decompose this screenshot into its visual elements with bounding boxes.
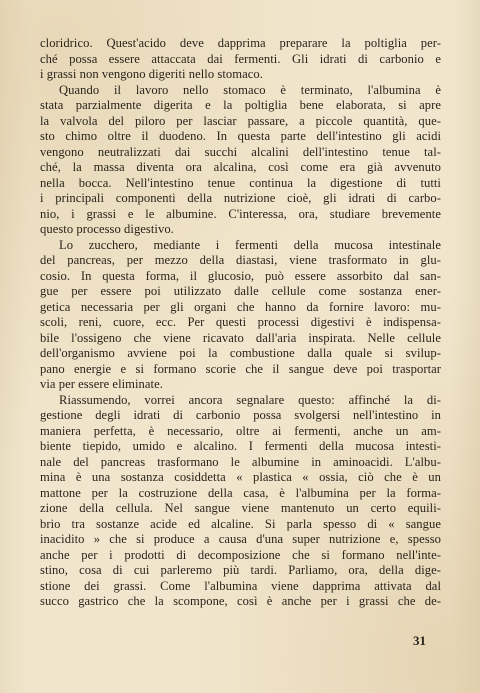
- text-line: inacidito » che si produce a causa d'una super nutrizione e, spesso: [40, 532, 441, 546]
- text-line: scoli, reni, cuore, ecc. Per questi processi digestivi è indispensa-: [40, 315, 441, 329]
- text-line: via per essere eliminate.: [40, 377, 163, 391]
- text-line: nella bocca. Nell'intestino tenue continua la digestione di tutti: [40, 175, 441, 190]
- page-number: 31: [413, 633, 426, 648]
- text-line: anche per i prodotti di decomposizione che si formano nell'inte-: [40, 547, 441, 562]
- text-line: getica necessaria per gli organi che hanno da fornire lavoro: mu-: [40, 299, 441, 314]
- text-line: ché, la massa diventa ora alcalina, così come era già avvenuto: [40, 160, 441, 174]
- text-line: sto chimo oltre il duodeno. In questa parte dell'intestino gli acidi: [40, 129, 441, 143]
- text-line: i principali componenti della nutrizione cioè, gli idrati di carbo-: [40, 191, 441, 205]
- text-line: mina è una sostanza cosiddetta « plastica « ossia, ciò che è un: [40, 470, 441, 484]
- text-line: Riassumendo, vorrei ancora segnalare questo: affinché la di-: [59, 392, 441, 407]
- text-line: vengono neutralizzati dai succhi alcalini dell'intestino tenue tal-: [40, 144, 441, 159]
- text-line: mattone per la costruzione della casa, è l'albumina per la forma-: [40, 485, 441, 500]
- text-line: gestione degli idrati di carbonio possa svolgersi nell'intestino in: [40, 408, 441, 422]
- body-text: [40, 36, 441, 610]
- text-line: stata parzialmente digerita e la poltiglia bene elaborata, si apre: [40, 98, 441, 112]
- text-line: Lo zucchero, mediante i fermenti della mucosa intestinale: [59, 237, 441, 252]
- text-line: nio, i grassi e le albumine. C'interessa, ora, studiare brevemente: [40, 206, 441, 221]
- text-line: la valvola del piloro per lasciar passare, a piccole quantità, que-: [40, 113, 441, 128]
- text-line: ché possa essere attaccata dai fermenti. Gli idrati di carbonio e: [40, 51, 441, 66]
- text-line: stione dei grassi. Come l'albumina viene dapprima attivata dal: [40, 578, 441, 593]
- text-line: nale del pancreas trasformano le albumine in aminoacidi. L'albu-: [40, 454, 441, 469]
- text-line: Quando il lavoro nello stomaco è terminato, l'albumina è: [59, 82, 441, 97]
- text-line: i grassi non vengono digeriti nello stomaco.: [40, 67, 263, 81]
- text-line: cosio. In questa forma, il glucosio, può essere assorbito dal san-: [40, 268, 441, 283]
- text-line: stino, cosa di cui parleremo più tardi. Parliamo, ora, della dige-: [40, 563, 441, 577]
- text-line: gue per essere poi utilizzato dalle cellule come sostanza ener-: [40, 284, 441, 298]
- text-line: brio tra sostanze acide ed alcaline. Si parla spesso di « sangue: [40, 516, 441, 531]
- text-line: del pancreas, per mezzo della diastasi, viene trasformato in glu-: [40, 253, 441, 267]
- text-line: maniera perfetta, è necessario, oltre ai fermenti, anche un am-: [40, 423, 441, 438]
- text-line: cloridrico. Quest'acido deve dapprima preparare la poltiglia per-: [40, 36, 441, 50]
- text-line: zione della cellula. Nel sangue viene mantenuto un certo equili-: [40, 501, 441, 515]
- text-line: bile l'ossigeno che viene ricavato dall'aria inspirata. Nelle cellule: [40, 330, 441, 345]
- text-line: dell'organismo avviene poi la combustione dalla quale si svilup-: [40, 346, 441, 360]
- text-line: questo processo digestivo.: [40, 222, 174, 236]
- text-line: biente tiepido, umido e alcalino. I fermenti della mucosa intesti-: [40, 439, 441, 453]
- text-line: succo gastrico che la scompone, così è anche per i grassi che de-: [40, 594, 441, 608]
- text-line: pano energie e si formano scorie che il sangue deve poi trasportar: [40, 361, 441, 376]
